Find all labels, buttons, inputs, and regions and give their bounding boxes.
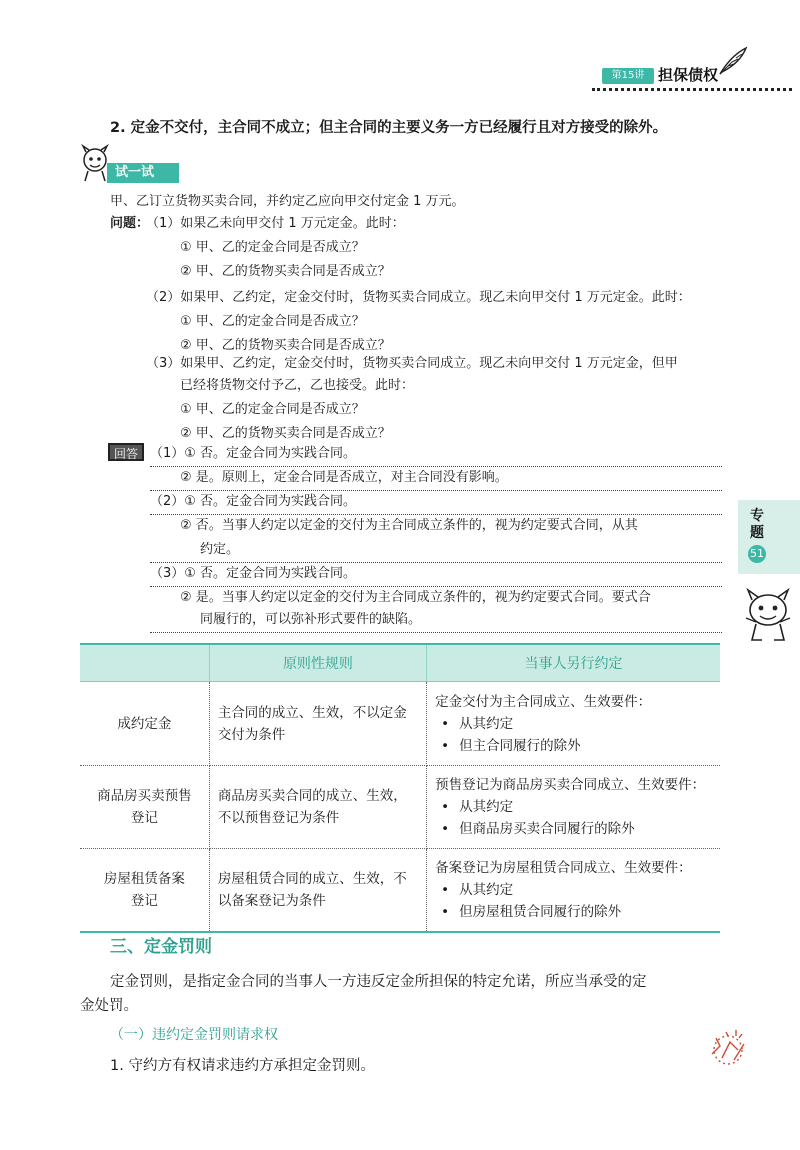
- agreement-title: 备案登记为房屋租赁合同成立、生效要件：: [435, 860, 692, 876]
- rule-2-text: 2. 定金不交付，主合同不成立；但主合同的主要义务一方已经履行且对方接受的除外。: [110, 120, 668, 136]
- answer-2-2: ② 否。当事人约定以定金的交付为主合同成立条件的，视为约定要式合同，从其: [180, 518, 638, 533]
- header-divider: [592, 88, 792, 91]
- row-agreement-cell: [427, 682, 720, 766]
- side-tab-label: 专题: [750, 508, 764, 541]
- answer-3-2: ② 是。当事人约定以定金的交付为主合同成立条件的，视为约定要式合同。要式合: [180, 590, 651, 605]
- cartoon-cat-icon: [742, 588, 794, 644]
- answer-1-1: （1）① 否。定金合同为实践合同。: [150, 446, 357, 461]
- feather-pen-icon: [716, 44, 750, 78]
- row-name-cell: 房屋租赁备案登记: [80, 849, 209, 933]
- item-1-text: 1. 守约方有权请求违约方承担定金罚则。: [110, 1058, 375, 1074]
- answer-divider: [150, 562, 722, 563]
- question-1b: ② 甲、乙的货物买卖合同是否成立？: [180, 264, 391, 279]
- answer-2-1: （2）① 否。定金合同为实践合同。: [150, 494, 357, 509]
- table-header-cell: [80, 644, 209, 682]
- answer-divider: [150, 586, 722, 587]
- question-2: （2）如果甲、乙约定，定金交付时，货物买卖合同成立。现乙未向甲交付 1 万元定金。此时：: [146, 290, 691, 305]
- answer-3-1: （3）① 否。定金合同为实践合同。: [150, 566, 357, 581]
- row-agreement-cell: [427, 849, 720, 933]
- table-row: [80, 766, 720, 849]
- question-3-line2: 已经将货物交付予乙，乙也接受。此时：: [180, 378, 415, 393]
- list-item: • 从其约定: [435, 879, 712, 901]
- section-paragraph-line2: 金处罚。: [80, 998, 138, 1014]
- list-item: • 从其约定: [435, 713, 712, 735]
- list-item: • 但商品房买卖合同履行的除外: [435, 818, 712, 840]
- agreement-title: 定金交付为主合同成立、生效要件：: [435, 693, 652, 710]
- question-3a: ① 甲、乙的定金合同是否成立？: [180, 402, 365, 417]
- table-header-cell: 原则性规则: [209, 644, 426, 682]
- row-name-cell: 商品房买卖预售登记: [80, 766, 209, 849]
- answer-divider: [150, 490, 722, 491]
- question-3-line1: （3）如果甲、乙约定，定金交付时，货物买卖合同成立。现乙未向甲交付 1 万元定金，但甲: [146, 356, 678, 371]
- row-rule-cell: 商品房买卖合同的成立、生效，不以预售登记为条件: [209, 766, 426, 849]
- side-tab-number: 51: [748, 545, 766, 563]
- list-item: • 但主合同履行的除外: [435, 735, 712, 757]
- row-agreement-cell: [427, 766, 720, 849]
- section-paragraph-line1: 定金罚则，是指定金合同的当事人一方违反定金所担保的特定允诺，所应当承受的定: [110, 974, 647, 990]
- side-tab: [738, 500, 800, 574]
- answer-divider: [150, 466, 722, 467]
- answer-2-3: 约定。: [200, 542, 240, 557]
- row-name-cell: 成约定金: [80, 682, 209, 766]
- agreement-title: 预售登记为商品房买卖合同成立、生效要件：: [435, 777, 706, 793]
- decorative-stamp-icon: [706, 1024, 750, 1068]
- question-1a: ① 甲、乙的定金合同是否成立？: [180, 240, 365, 255]
- table-row: [80, 682, 720, 766]
- page-header-title: 担保债权: [658, 66, 719, 84]
- list-item: • 从其约定: [435, 796, 712, 818]
- question-2b: ② 甲、乙的货物买卖合同是否成立？: [180, 338, 391, 353]
- table-row: [80, 849, 720, 933]
- subsection-title: （一）违约定金罚则请求权: [110, 1027, 278, 1043]
- answer-label: 回答: [108, 443, 144, 461]
- lecture-badge: 第15讲: [602, 68, 654, 84]
- question-1: （1）如果乙未向甲交付 1 万元定金。此时：: [146, 216, 405, 231]
- question-3b: ② 甲、乙的货物买卖合同是否成立？: [180, 426, 391, 441]
- try-it-label: 试一试: [107, 163, 179, 183]
- row-rule-cell: 房屋租赁合同的成立、生效，不以备案登记为条件: [209, 849, 426, 933]
- questions-label: 问题：: [110, 216, 150, 231]
- answer-divider: [150, 514, 722, 515]
- table-header-row: [80, 644, 720, 682]
- scenario-text: 甲、乙订立货物买卖合同，并约定乙应向甲交付定金 1 万元。: [110, 194, 465, 209]
- comparison-table: [80, 643, 720, 933]
- table-header-cell: 当事人另行约定: [427, 644, 720, 682]
- answer-3-3: 同履行的，可以弥补形式要件的缺陷。: [200, 612, 422, 627]
- list-item: • 但房屋租赁合同履行的除外: [435, 901, 712, 923]
- row-rule-cell: 主合同的成立、生效，不以定金交付为条件: [209, 682, 426, 766]
- answer-divider: [150, 632, 722, 633]
- answer-1-2: ② 是。原则上，定金合同是否成立，对主合同没有影响。: [180, 470, 508, 485]
- question-2a: ① 甲、乙的定金合同是否成立？: [180, 314, 365, 329]
- section-title: 三、定金罚则: [110, 937, 212, 957]
